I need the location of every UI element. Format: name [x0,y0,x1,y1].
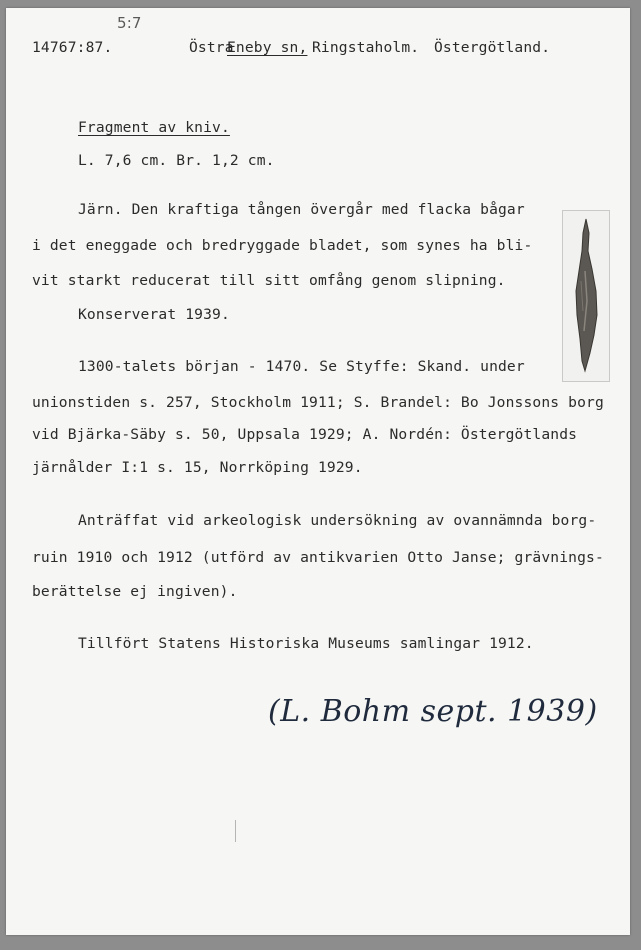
description-line: i det eneggade och bredryggade bladet, som synes ha bli- [32,237,533,254]
catalogue-number: 14767:87. [32,39,113,56]
annotation-top: 5:7 [117,14,142,32]
find-context-line: Anträffat vid arkeologisk undersökning av ovannämnda borg- [78,512,597,529]
dating-line: 1300-talets början - 1470. Se Styffe: Skand. under [78,358,525,375]
dimensions: L. 7,6 cm. Br. 1,2 cm. [78,152,275,169]
dating-line: järnålder I:1 s. 15, Norrköping 1929. [32,459,363,476]
find-context-line: berättelse ej ingiven). [32,583,238,600]
dating-line: unionstiden s. 257, Stockholm 1911; S. Brandel: Bo Jonssons borg [32,394,604,411]
object-title: Fragment av kniv. [78,119,230,136]
knife-fragment-icon [563,211,609,381]
province: Östergötland. [434,39,551,56]
description-line: vit starkt reducerat till sitt omfång genom slipning. [32,272,506,289]
estate: Ringstaholm. [312,39,420,56]
catalogue-card [6,8,630,935]
find-context-line: ruin 1910 och 1912 (utförd av antikvarien Otto Janse; grävnings- [32,549,604,566]
dating-line: vid Bjärka-Säby s. 50, Uppsala 1929; A. Nordén: Östergötlands [32,426,578,443]
acquisition-note: Tillfört Statens Historiska Museums samlingar 1912. [78,635,534,652]
pencil-mark [235,820,236,842]
location-prefix: Östra [189,39,234,56]
knife-photo [562,210,610,382]
description-line: Järn. Den kraftiga tången övergår med flacka bågar [78,201,525,218]
parish: Eneby sn, [227,39,308,56]
conservation-note: Konserverat 1939. [78,306,230,323]
signature: (L. Bohm sept. 1939) [268,694,598,729]
